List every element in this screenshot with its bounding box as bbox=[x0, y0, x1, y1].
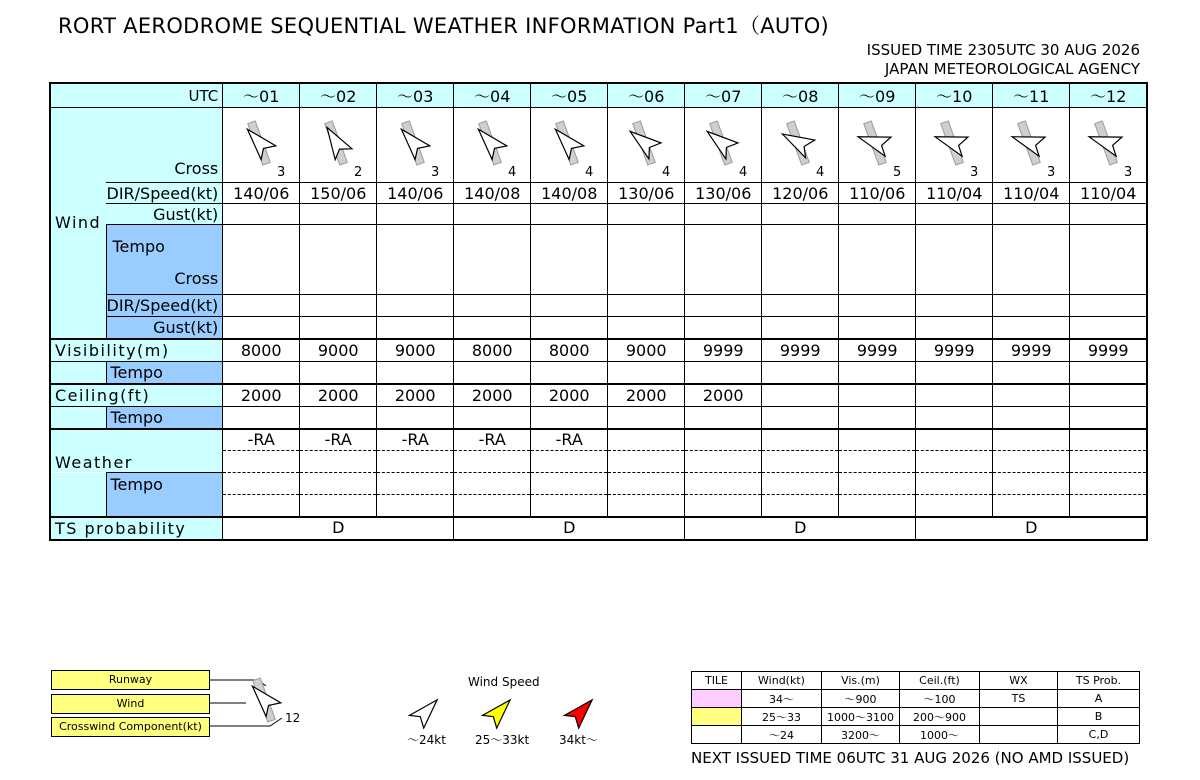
weather-tempo-cell-2-12 bbox=[1070, 495, 1148, 517]
tile-cell: B bbox=[1058, 708, 1140, 726]
weather-cell-8 bbox=[762, 429, 839, 451]
ceiling-tempo-cell-11 bbox=[993, 407, 1070, 429]
hour-header-6: ～06 bbox=[608, 83, 685, 108]
ceiling-label: Ceiling(ft) bbox=[50, 384, 223, 407]
tempo-dir-speed-cell-10 bbox=[916, 295, 993, 317]
visibility-tempo-cell-4 bbox=[454, 362, 531, 384]
visibility-tempo-cell-8 bbox=[762, 362, 839, 384]
weather-cell-3: -RA bbox=[377, 429, 454, 451]
tempo-gust-cell-4 bbox=[454, 317, 531, 339]
wind-arrow-icon bbox=[223, 109, 299, 181]
wind-speed-legend bbox=[390, 690, 620, 734]
visibility-row bbox=[50, 339, 1147, 362]
wind-cross-cell-12 bbox=[1070, 108, 1148, 183]
tempo-dir-speed-cell-11 bbox=[993, 295, 1070, 317]
weather-cell-2-8 bbox=[762, 451, 839, 473]
gust-label: Gust(kt) bbox=[106, 204, 223, 225]
tempo-dir-speed-cell-12 bbox=[1070, 295, 1148, 317]
tempo-gust-cell-3 bbox=[377, 317, 454, 339]
tile-color-swatch bbox=[692, 708, 742, 726]
dir-speed-cell-8: 120/06 bbox=[762, 183, 839, 204]
weather-cell-9 bbox=[839, 429, 916, 451]
ceiling-tempo-cell-12 bbox=[1070, 407, 1148, 429]
weather-cell-2-5 bbox=[531, 451, 608, 473]
ts-cell-2: D bbox=[454, 517, 685, 540]
weather-cell-5: -RA bbox=[531, 429, 608, 451]
visibility-cell-7: 9999 bbox=[685, 339, 762, 362]
legend-wind-arrow-icon bbox=[252, 678, 280, 722]
weather-cell-2-3 bbox=[377, 451, 454, 473]
visibility-cell-1: 8000 bbox=[223, 339, 300, 362]
visibility-cell-2: 9000 bbox=[300, 339, 377, 362]
weather-table bbox=[49, 82, 1148, 541]
ceiling-tempo-cell-8 bbox=[762, 407, 839, 429]
visibility-cell-4: 8000 bbox=[454, 339, 531, 362]
weather-tempo-cell-2 bbox=[300, 473, 377, 495]
tile-row bbox=[692, 726, 1140, 744]
visibility-cell-10: 9999 bbox=[916, 339, 993, 362]
ts-cell-4: D bbox=[916, 517, 1148, 540]
crosswind-value: 4 bbox=[661, 165, 671, 180]
cross-label: Cross bbox=[106, 108, 223, 183]
dir-speed-cell-12: 110/04 bbox=[1070, 183, 1148, 204]
tempo-cross-label: Cross bbox=[174, 269, 219, 288]
tile-header-row bbox=[692, 672, 1140, 690]
weather-tempo-cell-2-3 bbox=[377, 495, 454, 517]
gust-cell-4 bbox=[454, 204, 531, 225]
tile-color-swatch bbox=[692, 726, 742, 744]
hour-header-5: ～05 bbox=[531, 83, 608, 108]
visibility-tempo-cell-1 bbox=[223, 362, 300, 384]
gust-cell-12 bbox=[1070, 204, 1148, 225]
crosswind-value: 5 bbox=[892, 165, 902, 180]
ceiling-tempo-row bbox=[50, 407, 1147, 429]
gust-cell-10 bbox=[916, 204, 993, 225]
legend-crosswind: Crosswind Component(kt) bbox=[51, 717, 210, 737]
wind-speed-title: Wind Speed bbox=[468, 675, 540, 689]
tile-row bbox=[692, 708, 1140, 726]
wind-direction-arrow bbox=[479, 129, 507, 159]
tile-cell: 34～ bbox=[742, 690, 822, 708]
weather-cell-2-4 bbox=[454, 451, 531, 473]
speed-label-mid: 25～33kt bbox=[475, 733, 530, 747]
ceiling-tempo-spacer bbox=[50, 407, 106, 429]
tempo-cross-cell-6 bbox=[608, 225, 685, 295]
next-issued-time: NEXT ISSUED TIME 06UTC 31 AUG 2026 (NO AMD ISSUED) bbox=[691, 749, 1130, 767]
visibility-cell-12: 9999 bbox=[1070, 339, 1148, 362]
weather-cell-7 bbox=[685, 429, 762, 451]
issuing-agency: JAPAN METEOROLOGICAL AGENCY bbox=[884, 60, 1140, 78]
visibility-tempo-spacer bbox=[50, 362, 106, 384]
ceiling-cell-1: 2000 bbox=[223, 384, 300, 407]
tempo-gust-cell-12 bbox=[1070, 317, 1148, 339]
wind-cross-cell-10 bbox=[916, 108, 993, 183]
tile-cell: ～24 bbox=[742, 726, 822, 744]
legend-wind: Wind bbox=[51, 694, 210, 714]
tempo-gust-row bbox=[50, 317, 1147, 339]
tempo-gust-cell-6 bbox=[608, 317, 685, 339]
wind-cross-cell-9 bbox=[839, 108, 916, 183]
crosswind-value: 3 bbox=[1123, 165, 1133, 180]
tile-cell: 3200～ bbox=[822, 726, 900, 744]
ceiling-tempo-cell-4 bbox=[454, 407, 531, 429]
weather-tempo-cell-11 bbox=[993, 473, 1070, 495]
visibility-tempo-cell-7 bbox=[685, 362, 762, 384]
tile-cell: 1000～ bbox=[900, 726, 980, 744]
gust-cell-8 bbox=[762, 204, 839, 225]
dir-speed-cell-6: 130/06 bbox=[608, 183, 685, 204]
utc-label: UTC bbox=[50, 83, 223, 108]
weather-tempo-cell-6 bbox=[608, 473, 685, 495]
tile-cell: ～100 bbox=[900, 690, 980, 708]
weather-tempo-cell-2-2 bbox=[300, 495, 377, 517]
tempo-cross-row bbox=[50, 225, 1147, 295]
issued-time: ISSUED TIME 2305UTC 30 AUG 2026 bbox=[866, 41, 1140, 59]
ceiling-cell-6: 2000 bbox=[608, 384, 685, 407]
visibility-tempo-cell-9 bbox=[839, 362, 916, 384]
tile-cell: 25～33 bbox=[742, 708, 822, 726]
weather-cell-12 bbox=[1070, 429, 1148, 451]
ceiling-tempo-label: Tempo bbox=[106, 407, 223, 429]
weather-cell-2-12 bbox=[1070, 451, 1148, 473]
crosswind-value: 3 bbox=[1046, 165, 1056, 180]
wind-arrow-icon bbox=[1070, 109, 1146, 181]
crosswind-value: 4 bbox=[815, 165, 825, 180]
weather-tempo-cell-2-1 bbox=[223, 495, 300, 517]
weather-tempo-cell-2-11 bbox=[993, 495, 1070, 517]
tempo-cross-cell-3 bbox=[377, 225, 454, 295]
tile-cell: ～900 bbox=[822, 690, 900, 708]
ceiling-tempo-cell-5 bbox=[531, 407, 608, 429]
tempo-dir-speed-cell-9 bbox=[839, 295, 916, 317]
tempo-dir-speed-cell-1 bbox=[223, 295, 300, 317]
hour-header-9: ～09 bbox=[839, 83, 916, 108]
weather-label bbox=[50, 429, 223, 473]
dir-speed-cell-11: 110/04 bbox=[993, 183, 1070, 204]
visibility-cell-3: 9000 bbox=[377, 339, 454, 362]
visibility-tempo-cell-3 bbox=[377, 362, 454, 384]
tempo-cross-cell-5 bbox=[531, 225, 608, 295]
tempo-gust-label: Gust(kt) bbox=[106, 317, 223, 339]
ceiling-cell-11 bbox=[993, 384, 1070, 407]
tile-header-cell: WX bbox=[980, 672, 1058, 690]
tile-cell: TS bbox=[980, 690, 1058, 708]
weather-cell-2-2 bbox=[300, 451, 377, 473]
weather-cell-2-7 bbox=[685, 451, 762, 473]
wind-arrow-icon bbox=[839, 109, 915, 181]
hour-header-1: ～01 bbox=[223, 83, 300, 108]
crosswind-value: 4 bbox=[507, 165, 517, 180]
ceiling-row bbox=[50, 384, 1147, 407]
wind-cross-cell-6 bbox=[608, 108, 685, 183]
dir-speed-cell-9: 110/06 bbox=[839, 183, 916, 204]
weather-tempo-cell-3 bbox=[377, 473, 454, 495]
ceiling-tempo-cell-9 bbox=[839, 407, 916, 429]
tempo-gust-cell-2 bbox=[300, 317, 377, 339]
weather-tempo-cell-7 bbox=[685, 473, 762, 495]
crosswind-value: 4 bbox=[738, 165, 748, 180]
wind-arrow-icon bbox=[454, 109, 530, 181]
gust-cell-7 bbox=[685, 204, 762, 225]
tempo-cross-cell-11 bbox=[993, 225, 1070, 295]
weather-tempo-cell-2-9 bbox=[839, 495, 916, 517]
ts-probability-label: TS probability bbox=[50, 517, 223, 540]
ceiling-tempo-cell-7 bbox=[685, 407, 762, 429]
dir-speed-cell-5: 140/08 bbox=[531, 183, 608, 204]
weather-cell-1: -RA bbox=[223, 429, 300, 451]
visibility-tempo-cell-12 bbox=[1070, 362, 1148, 384]
tempo-dir-speed-cell-7 bbox=[685, 295, 762, 317]
dir-speed-cell-4: 140/08 bbox=[454, 183, 531, 204]
tempo-cross-cell-1 bbox=[223, 225, 300, 295]
legend-arrow-shape bbox=[252, 686, 280, 716]
gust-cell-6 bbox=[608, 204, 685, 225]
wind-cross-cell-5 bbox=[531, 108, 608, 183]
speed-arrow-icon-1 bbox=[410, 700, 438, 728]
wind-arrow-icon bbox=[685, 109, 761, 181]
wind-cross-cell-11 bbox=[993, 108, 1070, 183]
ceiling-cell-5: 2000 bbox=[531, 384, 608, 407]
tempo-cross-cell-7 bbox=[685, 225, 762, 295]
crosswind-value: 4 bbox=[584, 165, 594, 180]
speed-arrow-icon-3 bbox=[565, 700, 593, 728]
tile-header-cell: Wind(kt) bbox=[742, 672, 822, 690]
crosswind-value: 3 bbox=[276, 165, 286, 180]
speed-label-low: ～24kt bbox=[407, 733, 446, 747]
speed-arrow-icon-2 bbox=[483, 700, 511, 728]
tile-header-cell: TS Prob. bbox=[1058, 672, 1140, 690]
visibility-cell-11: 9999 bbox=[993, 339, 1070, 362]
tempo-gust-cell-8 bbox=[762, 317, 839, 339]
visibility-tempo-label: Tempo bbox=[106, 362, 223, 384]
weather-cell-11 bbox=[993, 429, 1070, 451]
tempo-cross-cell-8 bbox=[762, 225, 839, 295]
weather-tempo-cell-2-6 bbox=[608, 495, 685, 517]
wind-cross-row bbox=[50, 108, 1147, 183]
hour-header-4: ～04 bbox=[454, 83, 531, 108]
visibility-cell-9: 9999 bbox=[839, 339, 916, 362]
tile-cell: 1000～3100 bbox=[822, 708, 900, 726]
hour-header-11: ～11 bbox=[993, 83, 1070, 108]
wind-label: Wind bbox=[50, 108, 106, 339]
ceiling-cell-8 bbox=[762, 384, 839, 407]
weather-tempo-cell-2-7 bbox=[685, 495, 762, 517]
hour-header-8: ～08 bbox=[762, 83, 839, 108]
tile-cell: A bbox=[1058, 690, 1140, 708]
dir-speed-cell-1: 140/06 bbox=[223, 183, 300, 204]
gust-cell-2 bbox=[300, 204, 377, 225]
gust-cell-5 bbox=[531, 204, 608, 225]
weather-cell-2-11 bbox=[993, 451, 1070, 473]
wind-direction-arrow bbox=[556, 129, 584, 159]
weather-tempo-cell-4 bbox=[454, 473, 531, 495]
visibility-tempo-cell-10 bbox=[916, 362, 993, 384]
weather-tempo-cell-2-8 bbox=[762, 495, 839, 517]
tempo-dir-speed-label: DIR/Speed(kt) bbox=[106, 295, 223, 317]
tempo-cross-cell-12 bbox=[1070, 225, 1148, 295]
ts-cell-3: D bbox=[685, 517, 916, 540]
weather-tempo-cell-10 bbox=[916, 473, 993, 495]
legend-runway: Runway bbox=[51, 670, 210, 690]
weather-cell-2-9 bbox=[839, 451, 916, 473]
crosswind-value: 3 bbox=[969, 165, 979, 180]
weather-row-1 bbox=[50, 429, 1147, 451]
weather-tempo-cell-12 bbox=[1070, 473, 1148, 495]
ceiling-tempo-cell-1 bbox=[223, 407, 300, 429]
dir-speed-cell-7: 130/06 bbox=[685, 183, 762, 204]
dir-speed-row bbox=[50, 183, 1147, 204]
ceiling-cell-2: 2000 bbox=[300, 384, 377, 407]
tile-header-cell: Ceil.(ft) bbox=[900, 672, 980, 690]
tempo-dir-speed-cell-8 bbox=[762, 295, 839, 317]
hour-header-2: ～02 bbox=[300, 83, 377, 108]
weather-tempo-cell-5 bbox=[531, 473, 608, 495]
speed-label-high: 34kt～ bbox=[559, 733, 598, 747]
wind-tempo-cross-label bbox=[106, 225, 223, 295]
dir-speed-cell-2: 150/06 bbox=[300, 183, 377, 204]
visibility-label: Visibility(m) bbox=[50, 339, 223, 362]
tile-header-cell: Vis.(m) bbox=[822, 672, 900, 690]
tempo-cross-cell-9 bbox=[839, 225, 916, 295]
ts-cell-1: D bbox=[223, 517, 454, 540]
wind-arrow-icon bbox=[531, 109, 607, 181]
page-title: RORT AERODROME SEQUENTIAL WEATHER INFORMATION Part1（AUTO) bbox=[58, 14, 830, 38]
legend-cross-number: 12 bbox=[285, 711, 301, 725]
ceiling-cell-9 bbox=[839, 384, 916, 407]
visibility-tempo-row bbox=[50, 362, 1147, 384]
issued-block bbox=[867, 41, 1140, 79]
wind-cross-cell-7 bbox=[685, 108, 762, 183]
visibility-tempo-cell-11 bbox=[993, 362, 1070, 384]
wind-arrow-icon bbox=[608, 109, 684, 181]
wind-tempo-label: Tempo bbox=[112, 237, 165, 256]
ts-row bbox=[50, 517, 1147, 540]
weather-cell-4: -RA bbox=[454, 429, 531, 451]
visibility-tempo-cell-6 bbox=[608, 362, 685, 384]
tempo-gust-cell-5 bbox=[531, 317, 608, 339]
ceiling-cell-12 bbox=[1070, 384, 1148, 407]
gust-cell-11 bbox=[993, 204, 1070, 225]
hour-header-10: ～10 bbox=[916, 83, 993, 108]
weather-tempo-spacer bbox=[50, 473, 106, 517]
ceiling-tempo-cell-3 bbox=[377, 407, 454, 429]
weather-tempo-cell-2-4 bbox=[454, 495, 531, 517]
legend-sample-diagram bbox=[208, 668, 318, 748]
tile-header-cell: TILE bbox=[692, 672, 742, 690]
wind-cross-cell-4 bbox=[454, 108, 531, 183]
ceiling-cell-7: 2000 bbox=[685, 384, 762, 407]
weather-tempo-label: Tempo bbox=[106, 473, 223, 517]
tile-cell bbox=[980, 708, 1058, 726]
tempo-cross-cell-10 bbox=[916, 225, 993, 295]
tempo-dir-speed-cell-3 bbox=[377, 295, 454, 317]
gust-cell-3 bbox=[377, 204, 454, 225]
tempo-gust-cell-11 bbox=[993, 317, 1070, 339]
ceiling-cell-4: 2000 bbox=[454, 384, 531, 407]
wind-cross-cell-3 bbox=[377, 108, 454, 183]
tempo-dir-speed-cell-2 bbox=[300, 295, 377, 317]
tempo-dir-speed-cell-6 bbox=[608, 295, 685, 317]
wind-cross-cell-8 bbox=[762, 108, 839, 183]
weather-tempo-cell-2-5 bbox=[531, 495, 608, 517]
tempo-gust-cell-9 bbox=[839, 317, 916, 339]
visibility-tempo-cell-2 bbox=[300, 362, 377, 384]
weather-cell-2: -RA bbox=[300, 429, 377, 451]
wind-direction-arrow bbox=[248, 129, 276, 159]
weather-tempo-cell-2-10 bbox=[916, 495, 993, 517]
weather-tempo-cell-9 bbox=[839, 473, 916, 495]
visibility-cell-6: 9000 bbox=[608, 339, 685, 362]
ceiling-cell-10 bbox=[916, 384, 993, 407]
tile-cell: C,D bbox=[1058, 726, 1140, 744]
tempo-cross-cell-2 bbox=[300, 225, 377, 295]
tempo-dir-speed-cell-5 bbox=[531, 295, 608, 317]
wind-cross-cell-2 bbox=[300, 108, 377, 183]
gust-cell-1 bbox=[223, 204, 300, 225]
dir-speed-cell-10: 110/04 bbox=[916, 183, 993, 204]
tile-legend-table bbox=[691, 671, 1140, 744]
weather-tempo-row-1 bbox=[50, 473, 1147, 495]
hour-header-7: ～07 bbox=[685, 83, 762, 108]
tile-row bbox=[692, 690, 1140, 708]
tempo-dir-speed-row bbox=[50, 295, 1147, 317]
weather-cell-6 bbox=[608, 429, 685, 451]
crosswind-value: 2 bbox=[353, 165, 363, 180]
wind-direction-arrow bbox=[402, 129, 430, 159]
gust-row bbox=[50, 204, 1147, 225]
visibility-tempo-cell-5 bbox=[531, 362, 608, 384]
wind-arrow-icon bbox=[762, 109, 838, 181]
tempo-gust-cell-10 bbox=[916, 317, 993, 339]
wind-arrow-icon bbox=[916, 109, 992, 181]
visibility-cell-5: 8000 bbox=[531, 339, 608, 362]
tile-cell: 200～900 bbox=[900, 708, 980, 726]
tempo-gust-cell-1 bbox=[223, 317, 300, 339]
ceiling-tempo-cell-2 bbox=[300, 407, 377, 429]
weather-label-text: Weather bbox=[55, 453, 133, 472]
tempo-dir-speed-cell-4 bbox=[454, 295, 531, 317]
wind-cross-cell-1 bbox=[223, 108, 300, 183]
hour-header-3: ～03 bbox=[377, 83, 454, 108]
visibility-cell-8: 9999 bbox=[762, 339, 839, 362]
ceiling-tempo-cell-6 bbox=[608, 407, 685, 429]
wind-arrow-icon bbox=[377, 109, 453, 181]
crosswind-value: 3 bbox=[430, 165, 440, 180]
tile-cell bbox=[980, 726, 1058, 744]
utc-row bbox=[50, 83, 1147, 108]
dir-speed-cell-3: 140/06 bbox=[377, 183, 454, 204]
tile-color-swatch bbox=[692, 690, 742, 708]
ceiling-cell-3: 2000 bbox=[377, 384, 454, 407]
hour-header-12: ～12 bbox=[1070, 83, 1148, 108]
ceiling-tempo-cell-10 bbox=[916, 407, 993, 429]
weather-cell-2-1 bbox=[223, 451, 300, 473]
weather-cell-2-6 bbox=[608, 451, 685, 473]
wind-arrow-icon bbox=[993, 109, 1069, 181]
tempo-cross-cell-4 bbox=[454, 225, 531, 295]
weather-cell-2-10 bbox=[916, 451, 993, 473]
weather-tempo-cell-8 bbox=[762, 473, 839, 495]
gust-cell-9 bbox=[839, 204, 916, 225]
tempo-gust-cell-7 bbox=[685, 317, 762, 339]
wind-arrow-icon bbox=[300, 109, 376, 181]
weather-tempo-cell-1 bbox=[223, 473, 300, 495]
dir-speed-label: DIR/Speed(kt) bbox=[106, 183, 223, 204]
weather-cell-10 bbox=[916, 429, 993, 451]
